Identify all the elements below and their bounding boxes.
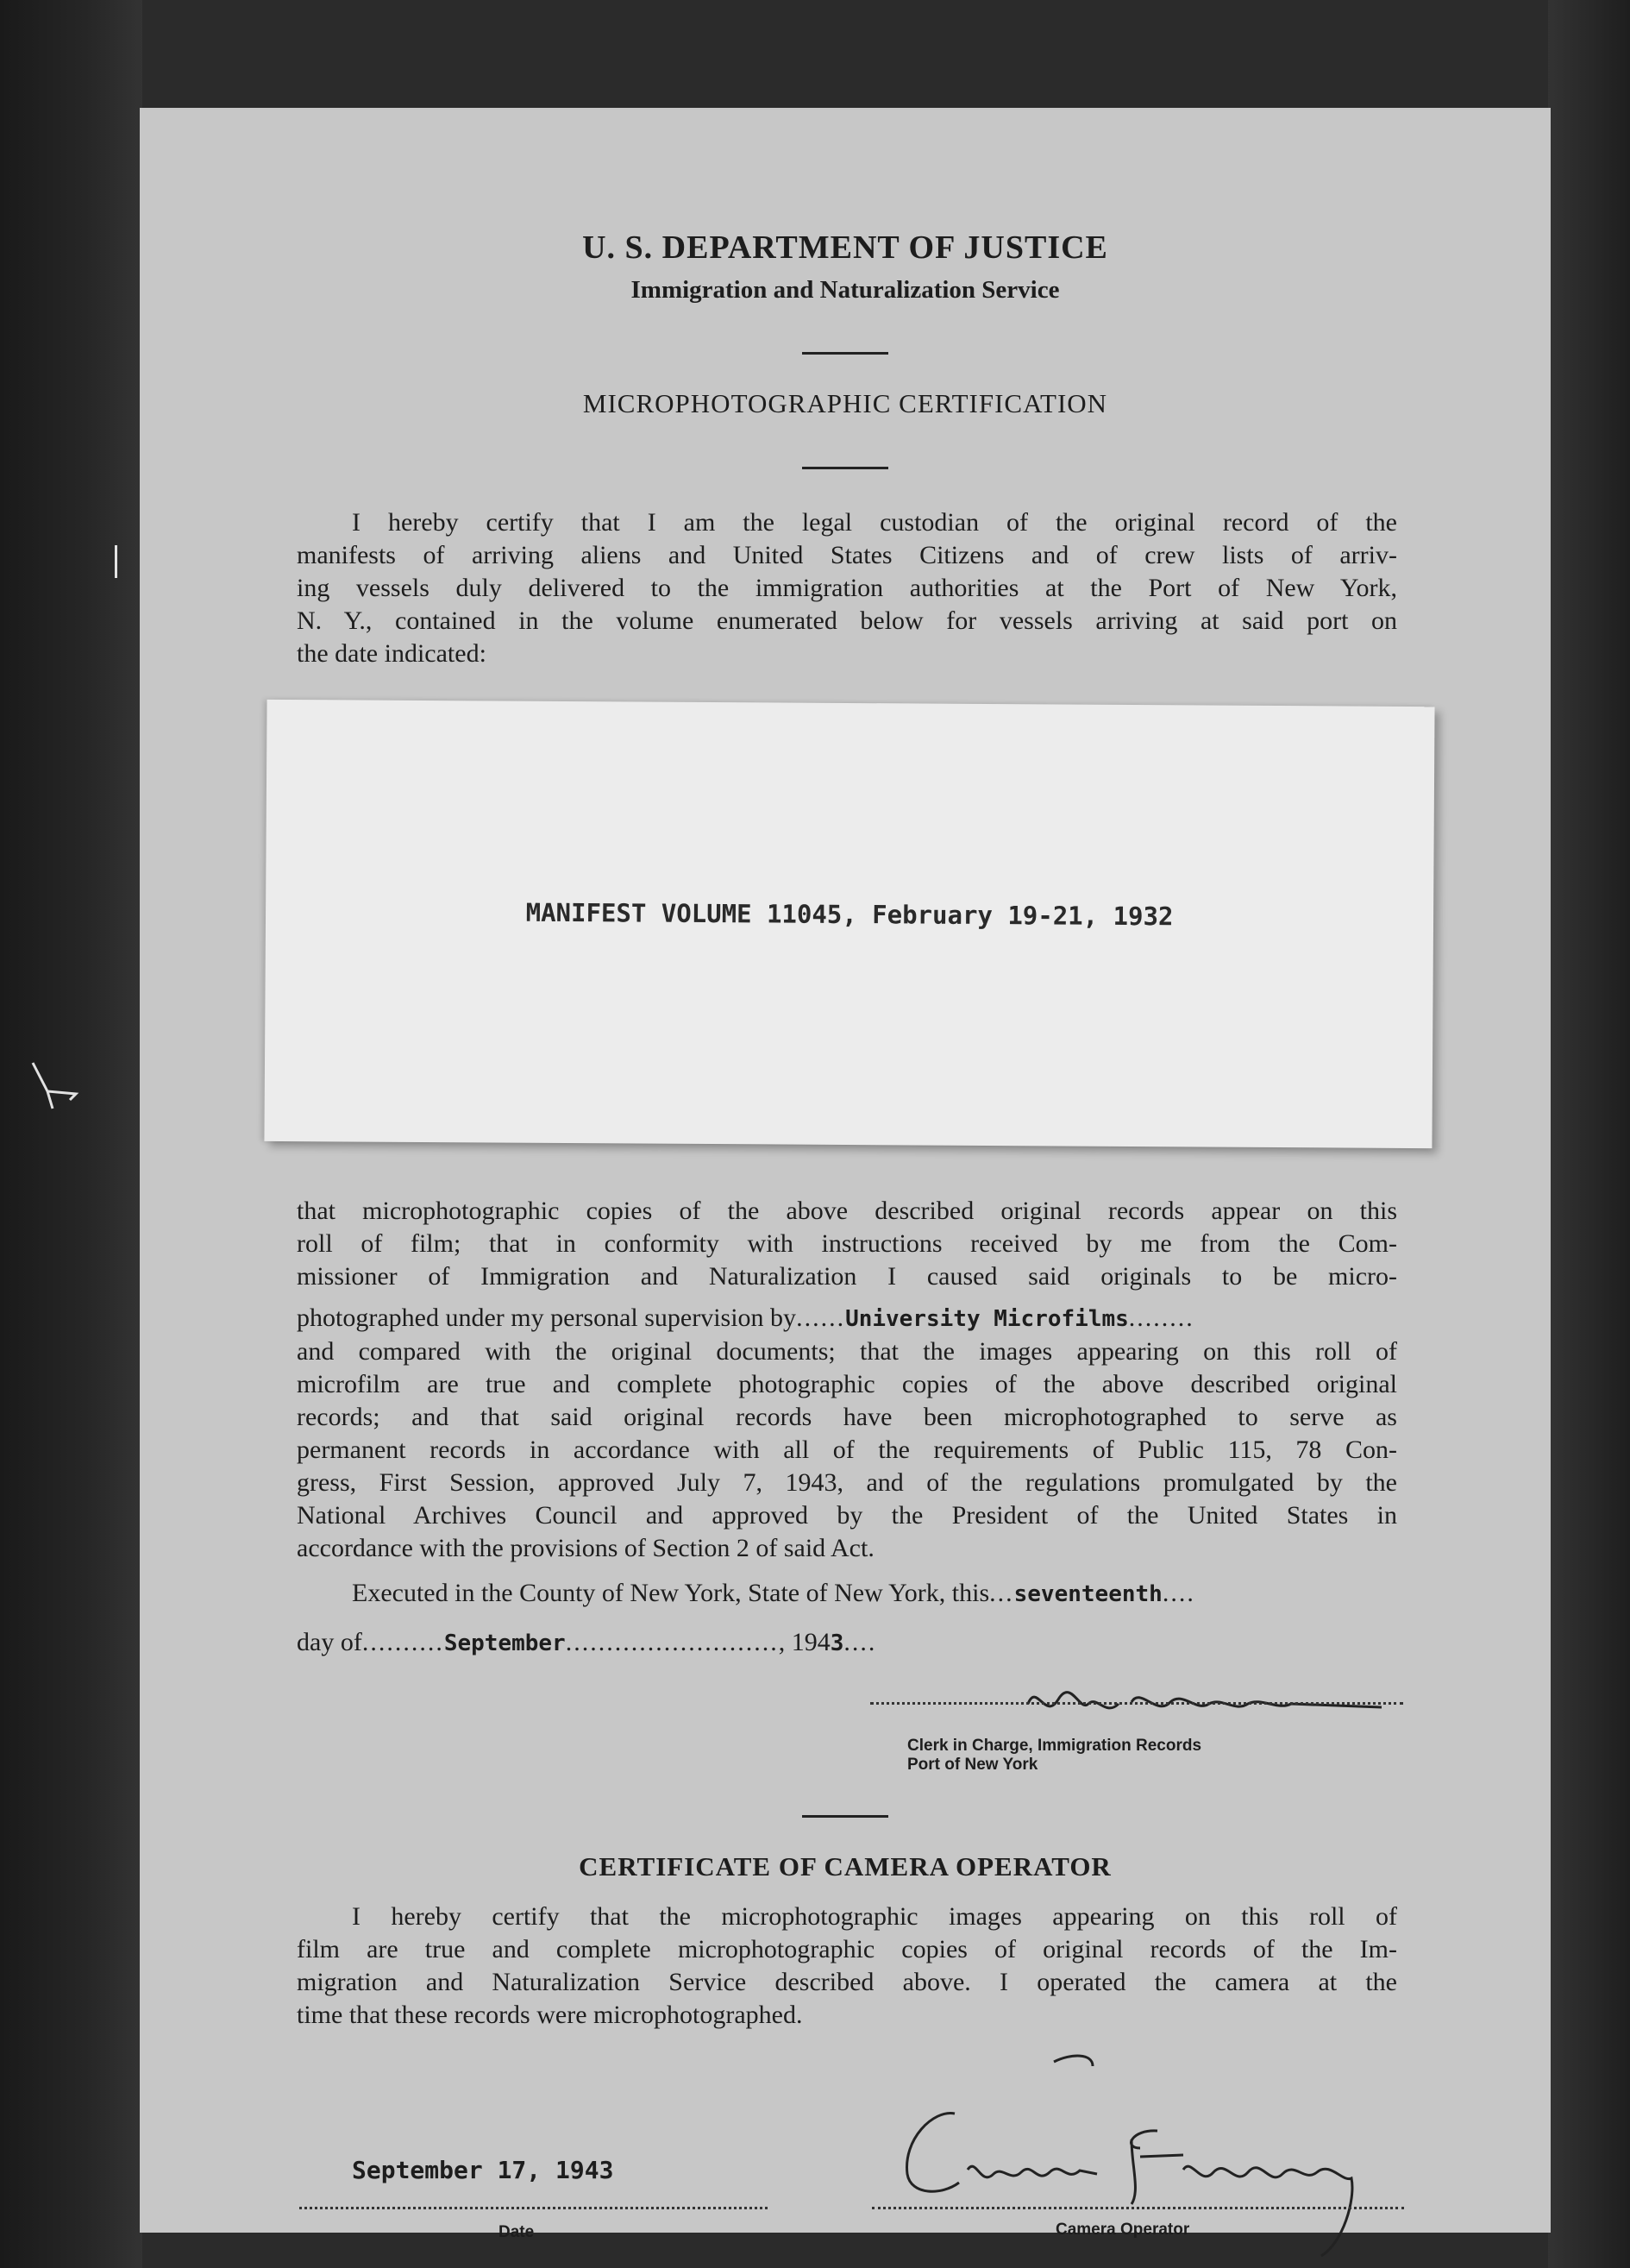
divider bbox=[802, 1815, 888, 1818]
paragraph-line: manifests of arriving aliens and United States Citizens and of crew lists of arriv- bbox=[297, 541, 1397, 569]
paragraph-line: that microphotographic copies of the above described original records appear on this bbox=[297, 1197, 1397, 1225]
custodian-paragraph bbox=[297, 506, 1397, 670]
paragraph-line: N. Y., contained in the volume enumerated below for vessels arriving at said port on bbox=[297, 606, 1397, 635]
certificate-page bbox=[140, 108, 1551, 2241]
scan-border-right bbox=[1548, 0, 1630, 2268]
paragraph-line: I hereby certify that I am the legal custodian of the original record of the bbox=[352, 508, 1397, 537]
paragraph-line: ing vessels duly delivered to the immigration authorities at the Port of New York, bbox=[297, 574, 1397, 602]
service-heading: Immigration and Naturalization Service bbox=[630, 276, 1060, 304]
paragraph-line: migration and Naturalization Service described above. I operated the camera at the bbox=[297, 1968, 1397, 1996]
clerk-signature-line bbox=[870, 1702, 1403, 1705]
month-value: September bbox=[443, 1630, 566, 1656]
paragraph-line: records; and that said original records have been microphotographed to serve as bbox=[297, 1403, 1397, 1431]
date-line bbox=[299, 2207, 768, 2209]
camera-operator-label: Camera Operator bbox=[1056, 2221, 1190, 2239]
paragraph-line: time that these records were microphotographed. bbox=[297, 2001, 803, 2029]
certification-body bbox=[297, 1195, 1397, 1660]
divider bbox=[802, 467, 888, 469]
divider bbox=[802, 352, 888, 355]
executed-prefix: Executed in the County of New York, State of New York, this bbox=[352, 1579, 990, 1607]
paragraph-line: permanent records in accordance with all of the requirements of Public 115, 78 Con- bbox=[297, 1436, 1397, 1464]
camera-operator-heading: CERTIFICATE OF CAMERA OPERATOR bbox=[579, 1851, 1112, 1882]
paragraph-line: roll of film; that in conformity with instructions received by me from the Com- bbox=[297, 1229, 1397, 1258]
year-prefix: , 194 bbox=[778, 1628, 831, 1656]
day-of-line: day of..........September.........................., 1943.... bbox=[297, 1628, 877, 1656]
paragraph-line: the date indicated: bbox=[297, 639, 486, 668]
paragraph-line: and compared with the original documents; that the images appearing on this roll of bbox=[297, 1337, 1397, 1366]
supervisor-name: University Microfilms bbox=[845, 1306, 1129, 1332]
paragraph-line: missioner of Immigration and Naturalization I caused said originals to be micro- bbox=[297, 1262, 1397, 1291]
paragraph-line: National Archives Council and approved by the President of the United States in bbox=[297, 1501, 1397, 1530]
supervision-line: photographed under my personal supervision by......University Microfilms........ bbox=[297, 1304, 1194, 1332]
clerk-title: Clerk in Charge, Immigration Records Port of New York bbox=[907, 1737, 1202, 1774]
date-label: Date bbox=[498, 2223, 535, 2241]
supervision-prefix: photographed under my personal supervision by bbox=[297, 1304, 797, 1332]
day-of-prefix: day of bbox=[297, 1628, 362, 1656]
scan-mark bbox=[28, 1061, 80, 1113]
paragraph-line: gress, First Session, approved July 7, 1943, and of the regulations promulgated by the bbox=[297, 1468, 1397, 1497]
year-digit: 3 bbox=[830, 1630, 844, 1656]
camera-operator-signature-line bbox=[872, 2207, 1404, 2209]
scan-mark bbox=[115, 545, 117, 578]
certificate-date: September 17, 1943 bbox=[352, 2156, 614, 2184]
certification-title: MICROPHOTOGRAPHIC CERTIFICATION bbox=[582, 388, 1108, 418]
scan-border-left bbox=[0, 0, 142, 2268]
department-heading: U. S. DEPARTMENT OF JUSTICE bbox=[582, 229, 1108, 266]
paragraph-line: film are true and complete microphotographic copies of original records of the Im- bbox=[297, 1935, 1397, 1963]
paragraph-line: I hereby certify that the microphotographic images appearing on this roll of bbox=[352, 1902, 1397, 1931]
manifest-volume-card bbox=[264, 700, 1434, 1148]
paragraph-line: accordance with the provisions of Section 2 of said Act. bbox=[297, 1534, 875, 1562]
executed-line: Executed in the County of New York, State of New York, this...seventeenth.... bbox=[352, 1579, 1195, 1607]
manifest-volume-label: MANIFEST VOLUME 11045, February 19-21, 1932 bbox=[525, 897, 1174, 932]
paragraph-line: microfilm are true and complete photographic copies of the above described original bbox=[297, 1370, 1397, 1398]
executed-day: seventeenth bbox=[1013, 1581, 1163, 1607]
camera-operator-paragraph bbox=[297, 1900, 1397, 2032]
